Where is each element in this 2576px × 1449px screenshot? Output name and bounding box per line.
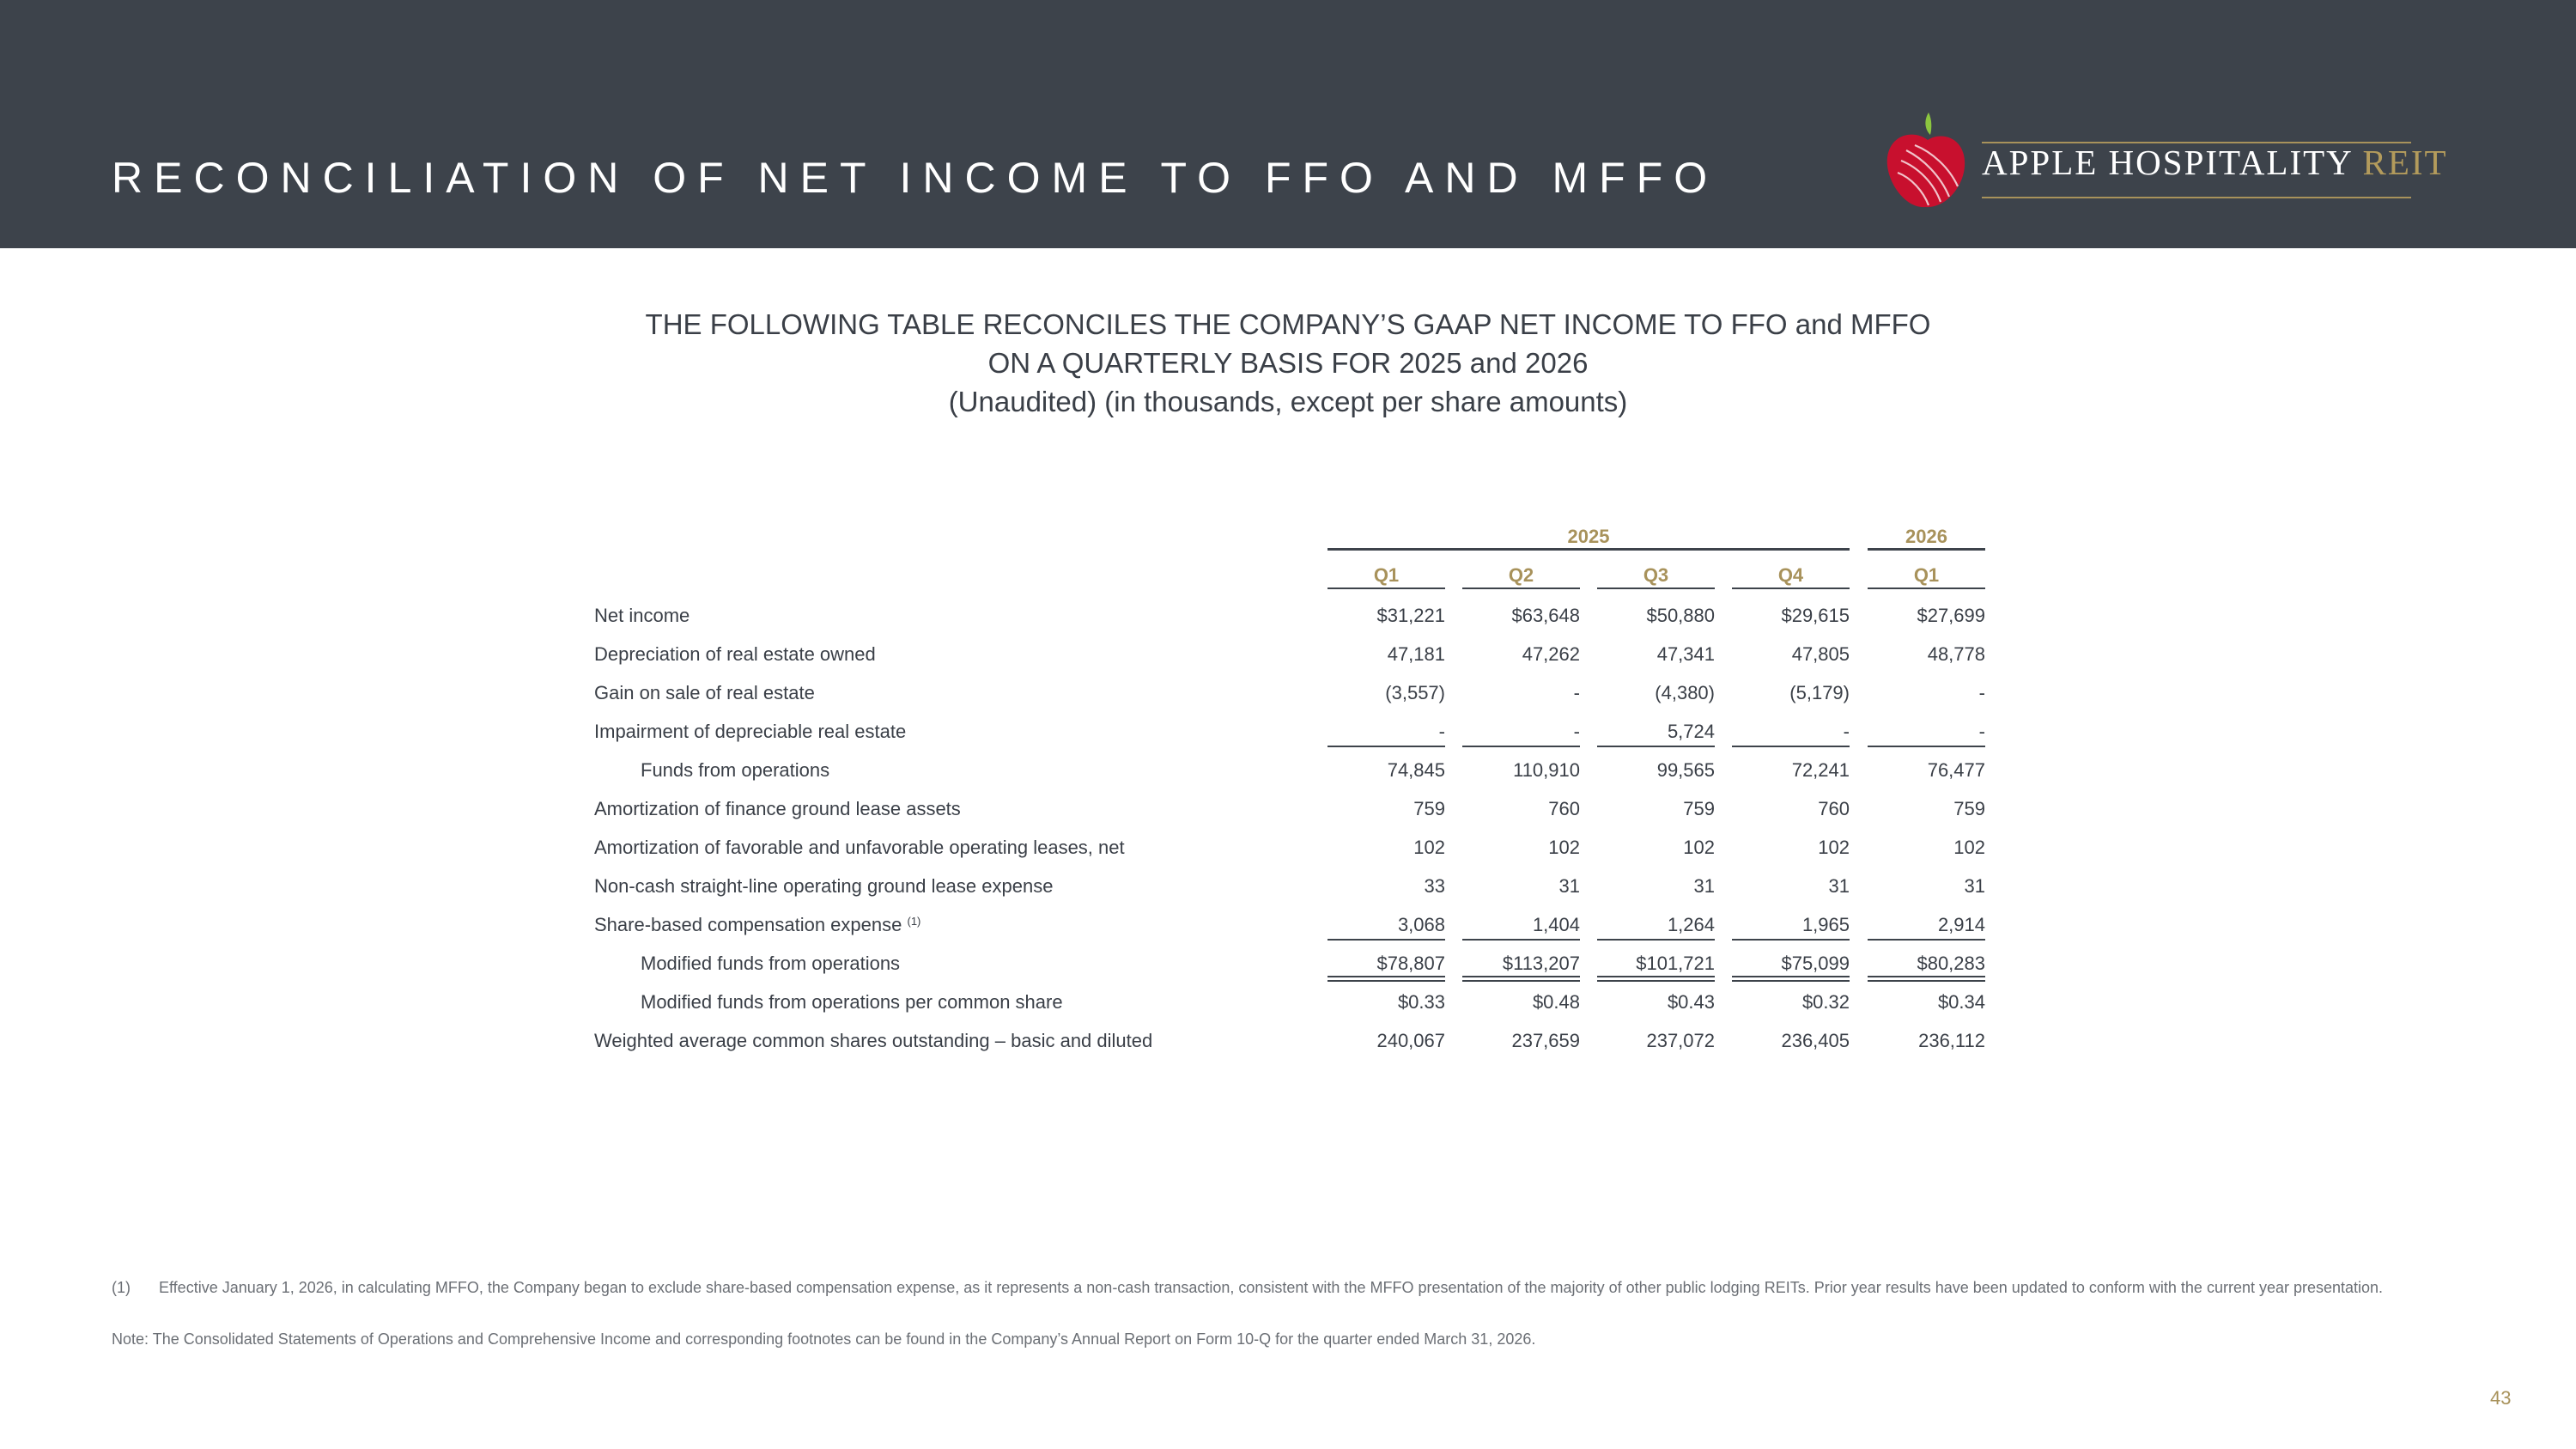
- subtitle-line-1: THE FOLLOWING TABLE RECONCILES THE COMPANY’S GAAP NET INCOME TO FFO and MFFO: [645, 308, 1931, 340]
- subtotal-rule: [1732, 939, 1850, 941]
- row-label-text: Gain on sale of real estate: [594, 682, 815, 703]
- year-rule-2025: [1327, 548, 1850, 551]
- apple-logo-icon: [1880, 107, 1975, 210]
- table-subtitle: [0, 305, 2576, 421]
- table-cell: 237,659: [1511, 1030, 1580, 1051]
- table-row: [0, 635, 2576, 673]
- row-label-text: Weighted average common shares outstanding – basic and diluted: [594, 1030, 1153, 1051]
- row-label: [594, 828, 1125, 867]
- quarter-header-rule: [1732, 588, 1850, 589]
- table-cell: -: [1573, 682, 1580, 703]
- row-label: [594, 1021, 1152, 1060]
- table-row: [0, 828, 2576, 867]
- total-double-rule: [1327, 976, 1445, 982]
- table-cell: -: [1573, 721, 1580, 742]
- row-label: [594, 596, 690, 635]
- table-cell: $80,283: [1917, 953, 1985, 974]
- year-header-2025: 2025: [1567, 526, 1610, 547]
- row-label: [594, 712, 906, 751]
- table-cell: -: [1978, 682, 1985, 703]
- table-cell: 760: [1548, 798, 1580, 819]
- subtotal-rule: [1597, 746, 1715, 747]
- table-cell: 5,724: [1667, 721, 1715, 742]
- logo-rule-bottom: [1982, 197, 2411, 198]
- table-cell: -: [1978, 721, 1985, 742]
- row-label: [594, 867, 1053, 905]
- row-label-text: Amortization of finance ground lease assets: [594, 798, 961, 819]
- header-banner: [0, 0, 2576, 248]
- table-cell: 759: [1683, 798, 1715, 819]
- table-row: [0, 944, 2576, 983]
- table-cell: 759: [1953, 798, 1985, 819]
- table-cell: $0.43: [1667, 991, 1715, 1013]
- table-row: [0, 712, 2576, 751]
- row-label-text: Modified funds from operations: [641, 953, 901, 974]
- table-cell: 1,404: [1532, 914, 1580, 935]
- table-cell: 47,805: [1791, 643, 1850, 665]
- table-cell: (4,380): [1655, 682, 1715, 703]
- subtitle-line-2: ON A QUARTERLY BASIS FOR 2025 and 2026: [987, 347, 1589, 379]
- note-text: The Consolidated Statements of Operations and Comprehensive Income and corresponding footnotes can be found in the Company’s Annual Report on Form 10-Q for the quarter ended March 31, 2026.: [152, 1330, 1536, 1348]
- table-cell: $0.33: [1397, 991, 1445, 1013]
- table-cell: (3,557): [1385, 682, 1445, 703]
- page-number: 43: [2490, 1387, 2512, 1409]
- table-cell: (5,179): [1789, 682, 1850, 703]
- subtotal-rule: [1462, 746, 1580, 747]
- row-label: [641, 944, 900, 983]
- table-cell: $75,099: [1781, 953, 1850, 974]
- subtotal-rule: [1327, 746, 1445, 747]
- table-cell: 47,181: [1387, 643, 1445, 665]
- table-cell: 31: [1693, 875, 1715, 897]
- table-cell: 1,965: [1801, 914, 1850, 935]
- row-label: [594, 635, 876, 673]
- quarter-header-rule: [1327, 588, 1445, 589]
- table-cell: 102: [1683, 837, 1715, 858]
- row-label-text: Non-cash straight-line operating ground lease expense: [594, 875, 1054, 897]
- table-cell: $78,807: [1376, 953, 1445, 974]
- table-cell: 31: [1558, 875, 1580, 897]
- quarter-header: Q1: [1913, 564, 1940, 586]
- table-cell: $113,207: [1502, 953, 1580, 974]
- total-double-rule: [1732, 976, 1850, 982]
- table-cell: 1,264: [1667, 914, 1715, 935]
- table-row: [0, 673, 2576, 712]
- quarter-header: Q2: [1508, 564, 1534, 586]
- row-label: [594, 789, 961, 828]
- table-cell: 47,262: [1522, 643, 1580, 665]
- table-cell: $0.34: [1937, 991, 1985, 1013]
- table-cell: $101,721: [1636, 953, 1715, 974]
- table-cell: 2,914: [1937, 914, 1985, 935]
- table-cell: 102: [1548, 837, 1580, 858]
- table-row: [0, 983, 2576, 1021]
- logo-reit: REIT: [2362, 143, 2448, 182]
- quarter-header: Q3: [1643, 564, 1669, 586]
- footnote-ref: (1): [907, 915, 921, 928]
- table-cell: $0.32: [1801, 991, 1850, 1013]
- row-label-text: Depreciation of real estate owned: [594, 643, 876, 665]
- row-label-text: Share-based compensation expense: [594, 914, 902, 935]
- table-row: [0, 789, 2576, 828]
- row-label-text: Impairment of depreciable real estate: [594, 721, 907, 742]
- table-cell: 33: [1424, 875, 1445, 897]
- subtotal-rule: [1597, 939, 1715, 941]
- row-label-text: Modified funds from operations per common share: [641, 991, 1063, 1013]
- table-cell: 240,067: [1376, 1030, 1445, 1051]
- table-cell: 236,112: [1918, 1030, 1985, 1051]
- row-label: [641, 751, 829, 789]
- note-label: Note:: [112, 1330, 149, 1348]
- table-cell: 237,072: [1646, 1030, 1715, 1051]
- table-cell: 47,341: [1656, 643, 1715, 665]
- table-cell: $31,221: [1376, 605, 1445, 626]
- logo-brand: APPLE HOSPITALITY: [1982, 143, 2353, 182]
- table-cell: $27,699: [1917, 605, 1985, 626]
- row-label-text: Amortization of favorable and unfavorable operating leases, net: [594, 837, 1125, 858]
- table-row: [0, 751, 2576, 789]
- company-logo: [1880, 107, 2448, 210]
- subtotal-rule: [1327, 939, 1445, 941]
- table-cell: 102: [1413, 837, 1445, 858]
- table-cell: 759: [1413, 798, 1445, 819]
- table-cell: 760: [1818, 798, 1850, 819]
- subtotal-rule: [1462, 939, 1580, 941]
- table-cell: -: [1438, 721, 1445, 742]
- row-label: [594, 905, 920, 944]
- subtotal-rule: [1868, 746, 1985, 747]
- quarter-header-rule: [1597, 588, 1715, 589]
- row-label: [641, 983, 1063, 1021]
- table-row: [0, 905, 2576, 944]
- total-double-rule: [1462, 976, 1580, 982]
- logo-wordmark: [1982, 142, 2448, 183]
- table-cell: -: [1843, 721, 1850, 742]
- table-cell: 31: [1964, 875, 1985, 897]
- row-label-text: Net income: [594, 605, 690, 626]
- table-cell: $50,880: [1646, 605, 1715, 626]
- row-label-text: Funds from operations: [641, 759, 830, 781]
- quarter-header-rule: [1868, 588, 1985, 589]
- year-rule-2026: [1868, 548, 1985, 551]
- table-cell: $63,648: [1511, 605, 1580, 626]
- total-double-rule: [1868, 976, 1985, 982]
- note: [112, 1326, 1535, 1352]
- table-cell: $0.48: [1532, 991, 1580, 1013]
- table-cell: $29,615: [1781, 605, 1850, 626]
- table-cell: 74,845: [1387, 759, 1445, 781]
- footnote-number: (1): [112, 1279, 131, 1296]
- subtotal-rule: [1732, 746, 1850, 747]
- table-row: [0, 867, 2576, 905]
- table-cell: 3,068: [1397, 914, 1445, 935]
- table-cell: 102: [1953, 837, 1985, 858]
- table-row: [0, 596, 2576, 635]
- footnote-text: Effective January 1, 2026, in calculating MFFO, the Company began to exclude share-based compensation expense, as it represents a non-cash transaction, consistent with the MFFO presentation of the majority of other public lodging REITs. Prior year results have been updated to conform with the current year presentation.: [159, 1279, 2384, 1296]
- table-cell: 48,778: [1927, 643, 1985, 665]
- table-cell: 99,565: [1656, 759, 1715, 781]
- footnote-1: [112, 1275, 2430, 1300]
- table-cell: 110,910: [1513, 759, 1580, 781]
- row-label: [594, 673, 815, 712]
- table-cell: 76,477: [1927, 759, 1985, 781]
- table-row: [0, 1021, 2576, 1060]
- table-cell: 72,241: [1791, 759, 1850, 781]
- subtotal-rule: [1868, 939, 1985, 941]
- table-cell: 31: [1828, 875, 1850, 897]
- quarter-header: Q1: [1373, 564, 1400, 586]
- total-double-rule: [1597, 976, 1715, 982]
- table-cell: 236,405: [1781, 1030, 1850, 1051]
- quarter-header: Q4: [1777, 564, 1804, 586]
- table-cell: 102: [1818, 837, 1850, 858]
- quarter-header-rule: [1462, 588, 1580, 589]
- page-title: RECONCILIATION OF NET INCOME TO FFO AND MFFO: [112, 154, 1719, 202]
- subtitle-line-3: (Unaudited) (in thousands, except per share amounts): [948, 386, 1628, 417]
- year-header-2026: 2026: [1905, 526, 1947, 547]
